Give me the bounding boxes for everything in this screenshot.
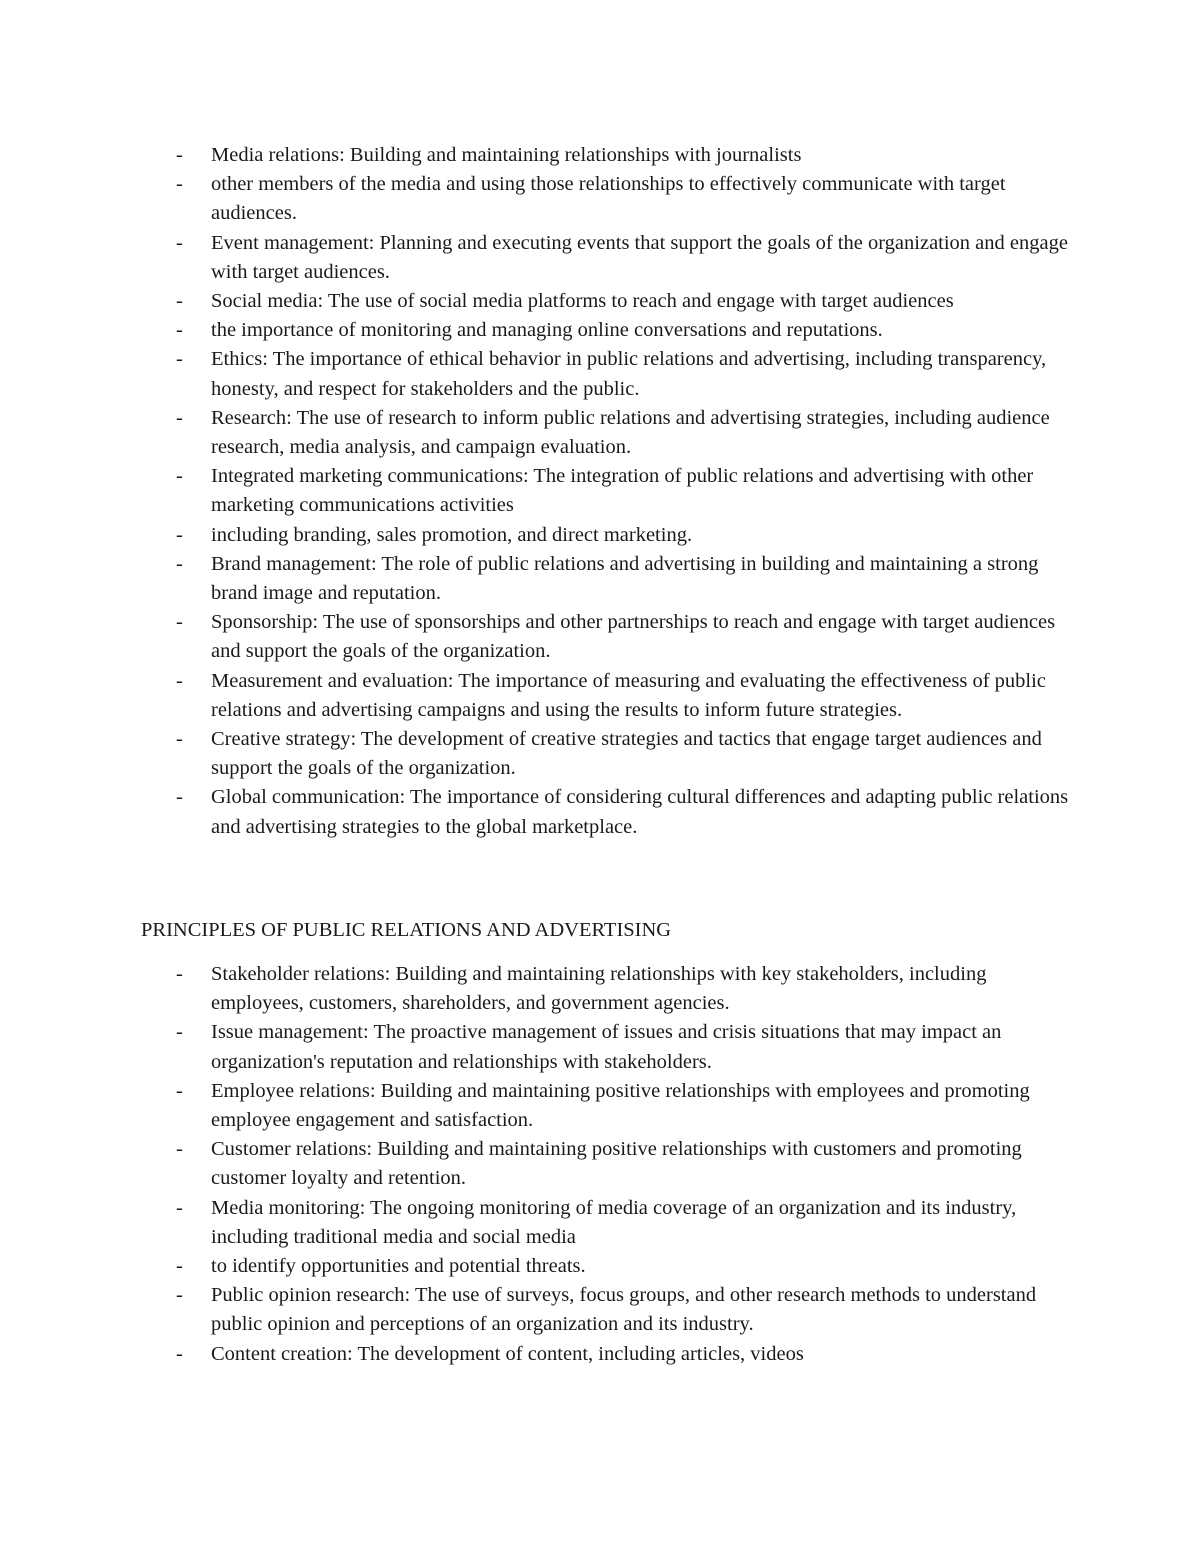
- list-item-text: Public opinion research: The use of surveys, focus groups, and other research methods to understand public opinion and perceptions of an organization and its industry.: [211, 1284, 1037, 1336]
- list-item-text: Social media: The use of social media platforms to reach and engage with target audiences: [211, 290, 954, 313]
- list-item: [176, 170, 1076, 228]
- list-item: [176, 141, 1076, 170]
- list-item: [176, 1018, 1076, 1076]
- bullet-dash: -: [176, 669, 183, 692]
- list-item-text: Ethics: The importance of ethical behavior in public relations and advertising, including transparency, honesty, and respect for stakeholders and the public.: [211, 348, 1047, 400]
- bullet-dash: -: [176, 552, 183, 575]
- bullet-dash: -: [176, 1342, 183, 1365]
- bullet-dash: -: [176, 523, 183, 546]
- list-item: [176, 1281, 1076, 1339]
- bullet-dash: -: [176, 406, 183, 429]
- bullet-dash: -: [176, 1284, 183, 1307]
- list-item: [176, 521, 1076, 550]
- list-item: [176, 667, 1076, 725]
- list-item: [176, 1340, 1076, 1369]
- bullet-dash: -: [176, 728, 183, 751]
- list-item-text: Media monitoring: The ongoing monitoring of media coverage of an organization and its industry, including traditional media and social media: [211, 1196, 1017, 1248]
- bullet-dash: -: [176, 290, 183, 313]
- list-item-text: Issue management: The proactive management of issues and crisis situations that may impact an organization's reputation and relationships with stakeholders.: [211, 1021, 1002, 1073]
- bullet-dash: -: [176, 1021, 183, 1044]
- bullet-dash: -: [176, 144, 183, 166]
- list-item: [176, 1077, 1076, 1135]
- list-item-text: Measurement and evaluation: The importance of measuring and evaluating the effectiveness of public relations and advertising campaigns and using the results to inform future strategies.: [211, 669, 1046, 721]
- list-item-text: Creative strategy: The development of creative strategies and tactics that engage target audiences and support the goals of the organization.: [211, 728, 1042, 780]
- bullet-dash: -: [176, 611, 183, 634]
- list-item: [176, 404, 1076, 462]
- list-item: [176, 316, 1076, 345]
- list-item-text: Customer relations: Building and maintaining positive relationships with customers and promoting customer loyalty and retention.: [211, 1138, 1022, 1190]
- list-item-text: the importance of monitoring and managing online conversations and reputations.: [211, 319, 883, 342]
- list-item-text: Stakeholder relations: Building and maintaining relationships with key stakeholders, including employees, customers, shareholders, and government agencies.: [211, 963, 987, 1015]
- topics-bullet-list: [176, 141, 1076, 842]
- section-heading: PRINCIPLES OF PUBLIC RELATIONS AND ADVERTISING: [141, 919, 672, 941]
- list-item: [176, 1135, 1076, 1193]
- list-item-text: Event management: Planning and executing events that support the goals of the organization and engage with target audiences.: [211, 231, 1068, 283]
- list-item: [176, 725, 1076, 783]
- bullet-dash: -: [176, 173, 183, 196]
- list-item: [176, 960, 1076, 1018]
- list-item-text: other members of the media and using those relationships to effectively communicate with target audiences.: [211, 173, 1006, 225]
- list-item-text: Research: The use of research to inform public relations and advertising strategies, including audience research, media analysis, and campaign evaluation.: [211, 406, 1050, 459]
- bullet-dash: -: [176, 319, 183, 342]
- bullet-dash: -: [176, 1079, 183, 1102]
- bullet-dash: -: [176, 231, 183, 254]
- bullet-dash: -: [176, 1255, 183, 1278]
- list-item: [176, 462, 1076, 520]
- bullet-dash: -: [176, 348, 183, 371]
- list-item-text: Brand management: The role of public relations and advertising in building and maintaining a strong brand image and reputation.: [211, 552, 1039, 605]
- list-item-text: Media relations: Building and maintaining relationships with journalists: [211, 144, 802, 166]
- list-item: [176, 1194, 1076, 1252]
- list-item: [176, 783, 1076, 841]
- list-item: [176, 229, 1076, 287]
- list-item-text: including branding, sales promotion, and direct marketing.: [211, 523, 693, 546]
- list-item: [176, 1252, 1076, 1281]
- bullet-dash: -: [176, 1138, 183, 1161]
- principles-bullet-list: [176, 960, 1076, 1369]
- list-item: [176, 345, 1076, 403]
- bullet-dash: -: [176, 1196, 183, 1219]
- list-item-text: Employee relations: Building and maintaining positive relationships with employees and promoting employee engagement and satisfaction.: [211, 1079, 1030, 1132]
- list-item: [176, 287, 1076, 316]
- list-item-text: Sponsorship: The use of sponsorships and other partnerships to reach and engage with target audiences and support the goals of the organization.: [211, 611, 1056, 663]
- list-item-text: to identify opportunities and potential threats.: [211, 1255, 586, 1278]
- list-item-text: Content creation: The development of content, including articles, videos: [211, 1342, 804, 1365]
- list-item-text: Integrated marketing communications: The integration of public relations and advertising with other marketing communications activities: [211, 465, 1034, 517]
- bullet-dash: -: [176, 963, 183, 985]
- bullet-dash: -: [176, 465, 183, 488]
- bullet-dash: -: [176, 786, 183, 809]
- list-item: [176, 608, 1076, 666]
- list-item: [176, 550, 1076, 608]
- list-item-text: Global communication: The importance of considering cultural differences and adapting public relations and advertising strategies to the global marketplace.: [211, 786, 1069, 838]
